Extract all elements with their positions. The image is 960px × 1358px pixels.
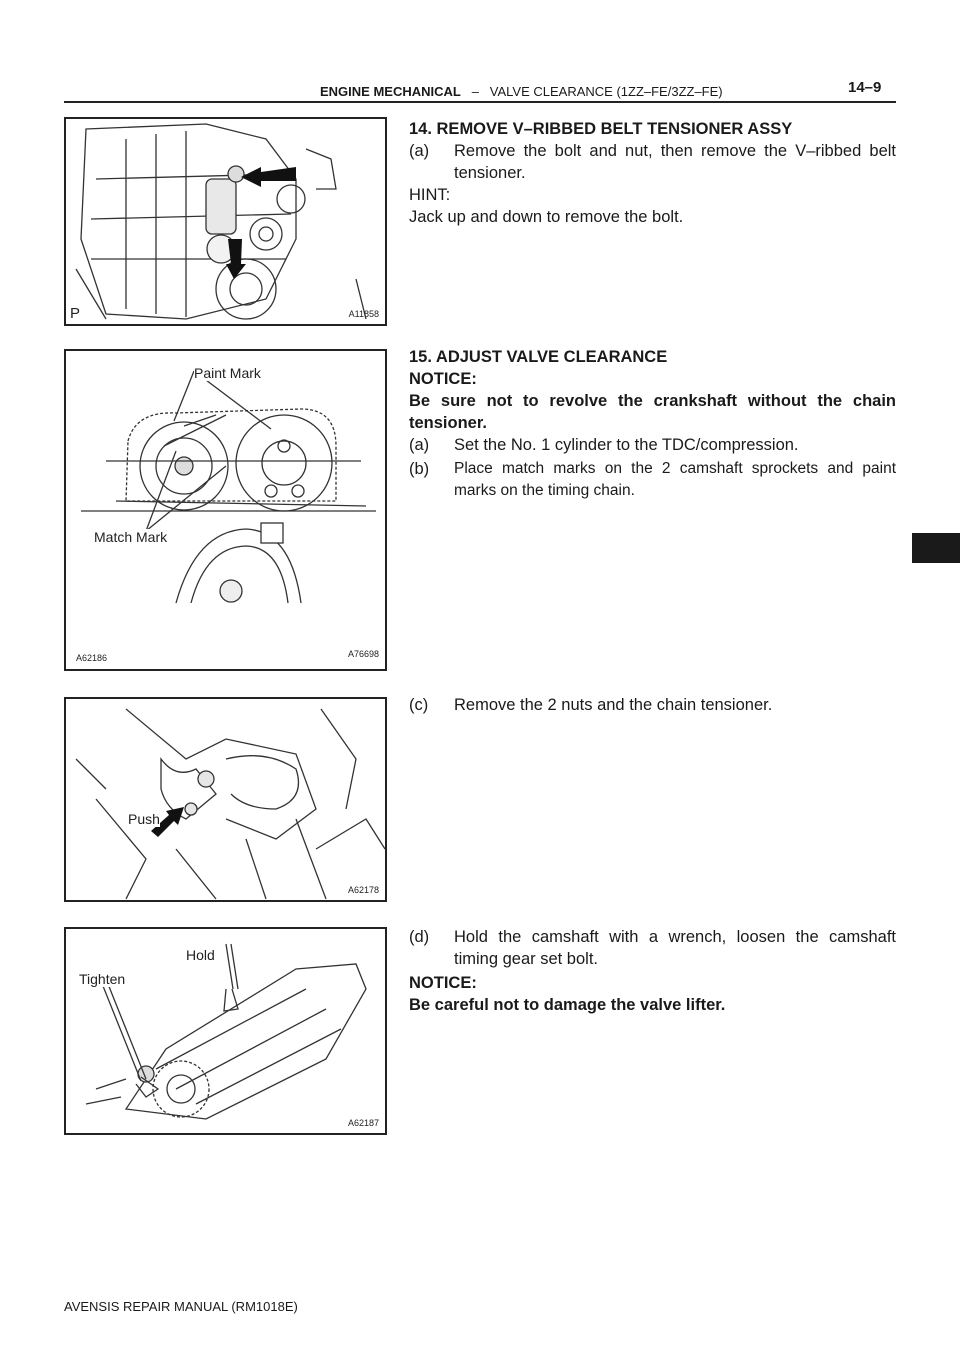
step-text: Remove the 2 nuts and the chain tensioner. <box>454 696 773 714</box>
camshaft-wrench-illustration <box>66 929 385 1133</box>
figure-code: A62178 <box>347 885 379 895</box>
step-text: Hold the camshaft with a wrench, loosen the camshaft timing gear set bolt. <box>454 928 896 968</box>
section-tab-marker <box>912 533 960 563</box>
figure-code: A76698 <box>347 649 379 659</box>
engine-tensioner-illustration <box>66 119 385 324</box>
step-label: (c) <box>409 696 429 714</box>
step-label: (a) <box>409 436 430 454</box>
figure-match-marks <box>64 349 387 671</box>
header-title <box>320 84 723 99</box>
figure-hold-tighten <box>64 927 387 1135</box>
section15-step-c <box>409 694 896 716</box>
notice-label: NOTICE: <box>409 370 477 388</box>
step-text: Set the No. 1 cylinder to the TDC/compression. <box>454 436 799 454</box>
notice2-text: Be careful not to damage the valve lifter. <box>409 996 726 1014</box>
callout-push: Push <box>128 811 160 827</box>
step-text: Place match marks on the 2 camshaft sprockets and paint marks on the timing chain. <box>454 460 896 499</box>
figure-code: A11858 <box>348 309 379 319</box>
header-separator: – <box>471 84 479 99</box>
callout-paint-mark: Paint Mark <box>194 365 261 381</box>
timing-chain-illustration <box>66 351 385 669</box>
page-number: 14–9 <box>848 79 882 96</box>
callout-match-mark: Match Mark <box>94 529 168 545</box>
step-label: (a) <box>409 142 430 160</box>
hands-tensioner-illustration <box>66 699 385 900</box>
hint-text: Jack up and down to remove the bolt. <box>409 208 684 226</box>
header-subsection: VALVE CLEARANCE (1ZZ–FE/3ZZ–FE) <box>489 84 723 99</box>
figure-push-tensioner <box>64 697 387 902</box>
step-label: (d) <box>409 928 430 946</box>
callout-hold: Hold <box>186 947 215 963</box>
hint-label: HINT: <box>409 186 451 204</box>
callout-tighten: Tighten <box>79 971 126 987</box>
header-rule <box>64 101 896 103</box>
figure-code: A62187 <box>347 1118 379 1128</box>
section15-heading: 15. ADJUST VALVE CLEARANCE <box>409 348 668 366</box>
section14-heading: 14. REMOVE V–RIBBED BELT TENSIONER ASSY <box>409 120 793 138</box>
step-text: Remove the bolt and nut, then remove the V–ribbed belt tensioner. <box>454 142 896 182</box>
step-label: (b) <box>409 460 430 478</box>
header-section: ENGINE MECHANICAL <box>320 84 461 99</box>
section15-step-a <box>409 434 896 456</box>
figure-mark: P <box>70 305 81 322</box>
section15-step-b <box>409 458 896 502</box>
notice-text: Be sure not to revolve the crankshaft without the chain tensioner. <box>409 392 896 432</box>
figure-belt-tensioner <box>64 117 387 326</box>
section15-step-d <box>409 926 896 970</box>
footer-manual-id: AVENSIS REPAIR MANUAL (RM1018E) <box>64 1299 298 1314</box>
section14-step-a <box>409 140 896 184</box>
notice2-label: NOTICE: <box>409 974 477 992</box>
figure-secondary-code: A62186 <box>76 653 108 663</box>
